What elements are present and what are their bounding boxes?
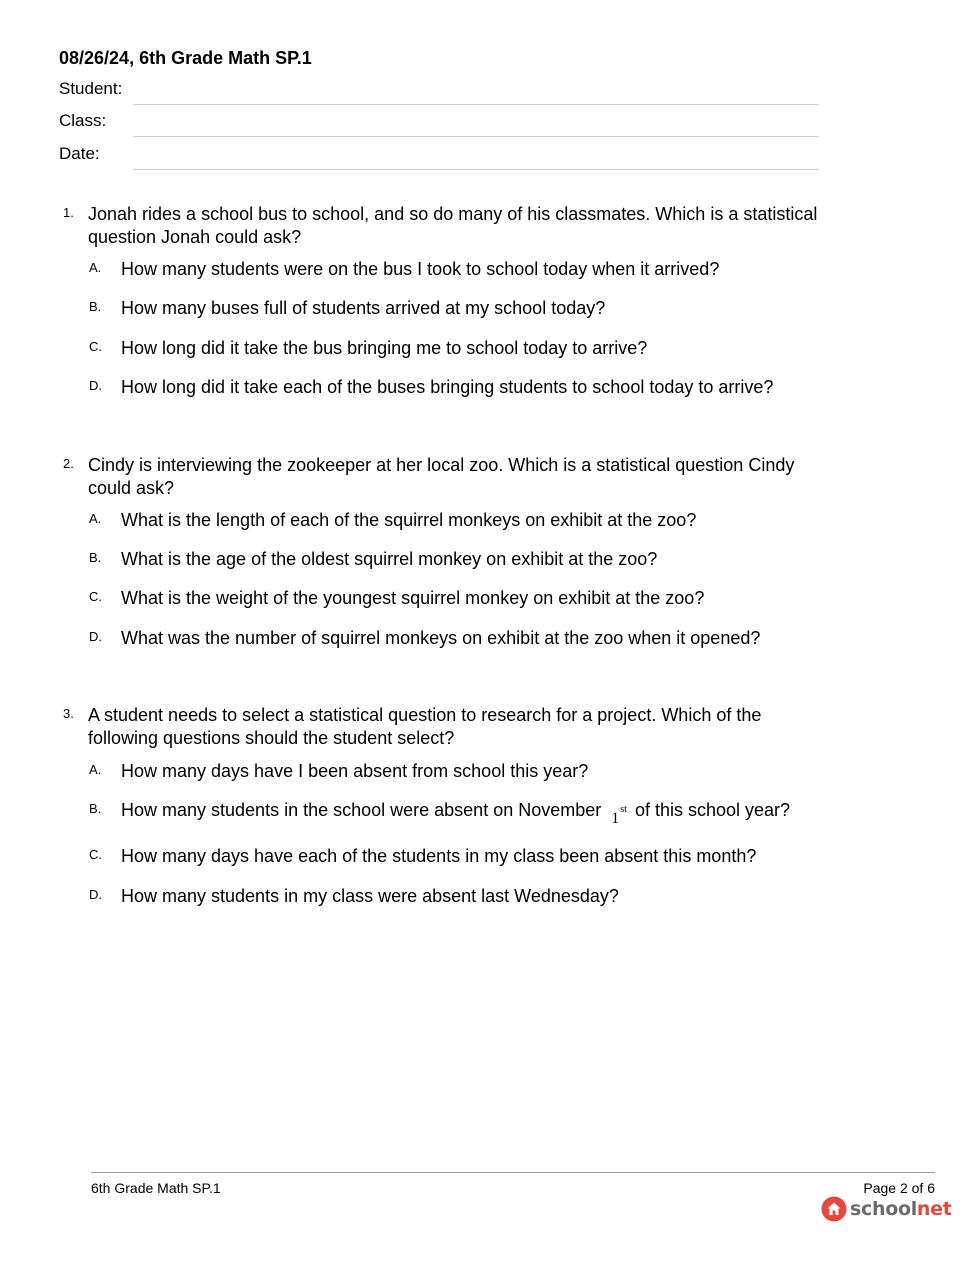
choice-text: How many days have I been absent from school this year? <box>121 761 589 781</box>
class-line <box>133 136 819 137</box>
choice-d <box>89 885 829 908</box>
choice-letter: B. <box>89 801 102 816</box>
page-number: Page 2 of 6 <box>863 1180 935 1196</box>
choice-text: What is the age of the oldest squirrel monkey on exhibit at the zoo? <box>121 549 658 569</box>
choice-d <box>89 627 829 650</box>
choice-a <box>89 509 829 532</box>
logo-wordmark <box>850 1198 952 1220</box>
choice-letter: B. <box>89 550 102 565</box>
choice-a <box>89 760 829 783</box>
choice-c <box>89 587 829 610</box>
choice-text: What is the length of each of the squirrel monkeys on exhibit at the zoo? <box>121 510 697 530</box>
choice-text-after: of this school year? <box>634 800 791 820</box>
question-2 <box>59 454 829 648</box>
choice-letter: A. <box>89 762 102 777</box>
choice-text: How many days have each of the students in my class been absent this month? <box>121 846 757 866</box>
choice-letter: C. <box>89 847 102 862</box>
choice-text: What is the weight of the youngest squirrel monkey on exhibit at the zoo? <box>121 588 705 608</box>
choice-c <box>89 337 829 360</box>
choice-text: How many students were on the bus I took to school today when it arrived? <box>121 259 720 279</box>
choice-letter: A. <box>89 260 102 275</box>
choice-text <box>121 799 829 825</box>
question-number: 3. <box>63 706 74 721</box>
page-title: 08/26/24, 6th Grade Math SP.1 <box>59 48 312 68</box>
question-text: Jonah rides a school bus to school, and so do many of his classmates. Which is a statistical question Jonah could ask? <box>88 204 818 247</box>
date-row <box>59 144 819 170</box>
choice-letter: C. <box>89 589 102 604</box>
choice-d <box>89 376 829 399</box>
student-line <box>133 104 819 105</box>
question-text: Cindy is interviewing the zookeeper at her local zoo. Which is a statistical question Cindy could ask? <box>88 455 795 498</box>
ordinal-suffix: st <box>620 804 627 815</box>
question-3 <box>59 704 829 906</box>
ordinal-number: 1 <box>611 810 620 827</box>
schoolnet-logo <box>821 1195 952 1223</box>
choice-b <box>89 799 829 825</box>
footer-title: 6th Grade Math SP.1 <box>91 1180 221 1196</box>
choice-letter: B. <box>89 299 102 314</box>
choice-letter: D. <box>89 629 102 644</box>
choice-text: How long did it take each of the buses bringing students to school today to arrive? <box>121 377 774 397</box>
student-label: Student: <box>59 79 123 98</box>
choice-b <box>89 297 829 320</box>
student-row <box>59 79 819 105</box>
choice-text: How many students in my class were absent last Wednesday? <box>121 886 619 906</box>
question-number: 2. <box>63 456 74 471</box>
choice-a <box>89 258 829 281</box>
date-line <box>133 169 819 170</box>
question-number: 1. <box>63 205 74 220</box>
choice-text: How many buses full of students arrived at my school today? <box>121 298 606 318</box>
footer-divider <box>91 1172 935 1173</box>
date-label: Date: <box>59 144 100 163</box>
choice-c <box>89 845 829 868</box>
choice-letter: D. <box>89 887 102 902</box>
choice-text-before: How many students in the school were absent on November <box>121 800 602 820</box>
choice-text: What was the number of squirrel monkeys on exhibit at the zoo when it opened? <box>121 628 761 648</box>
house-icon <box>821 1196 847 1222</box>
choice-letter: A. <box>89 511 102 526</box>
logo-school: school <box>850 1198 917 1220</box>
class-row <box>59 111 819 137</box>
question-1 <box>59 203 829 397</box>
choice-letter: C. <box>89 339 102 354</box>
choice-letter: D. <box>89 378 102 393</box>
class-label: Class: <box>59 111 107 130</box>
choice-text: How long did it take the bus bringing me to school today to arrive? <box>121 338 648 358</box>
choice-b <box>89 548 829 571</box>
question-text: A student needs to select a statistical question to research for a project. Which of the following questions should the student select? <box>88 705 762 748</box>
logo-net: net <box>916 1198 952 1220</box>
